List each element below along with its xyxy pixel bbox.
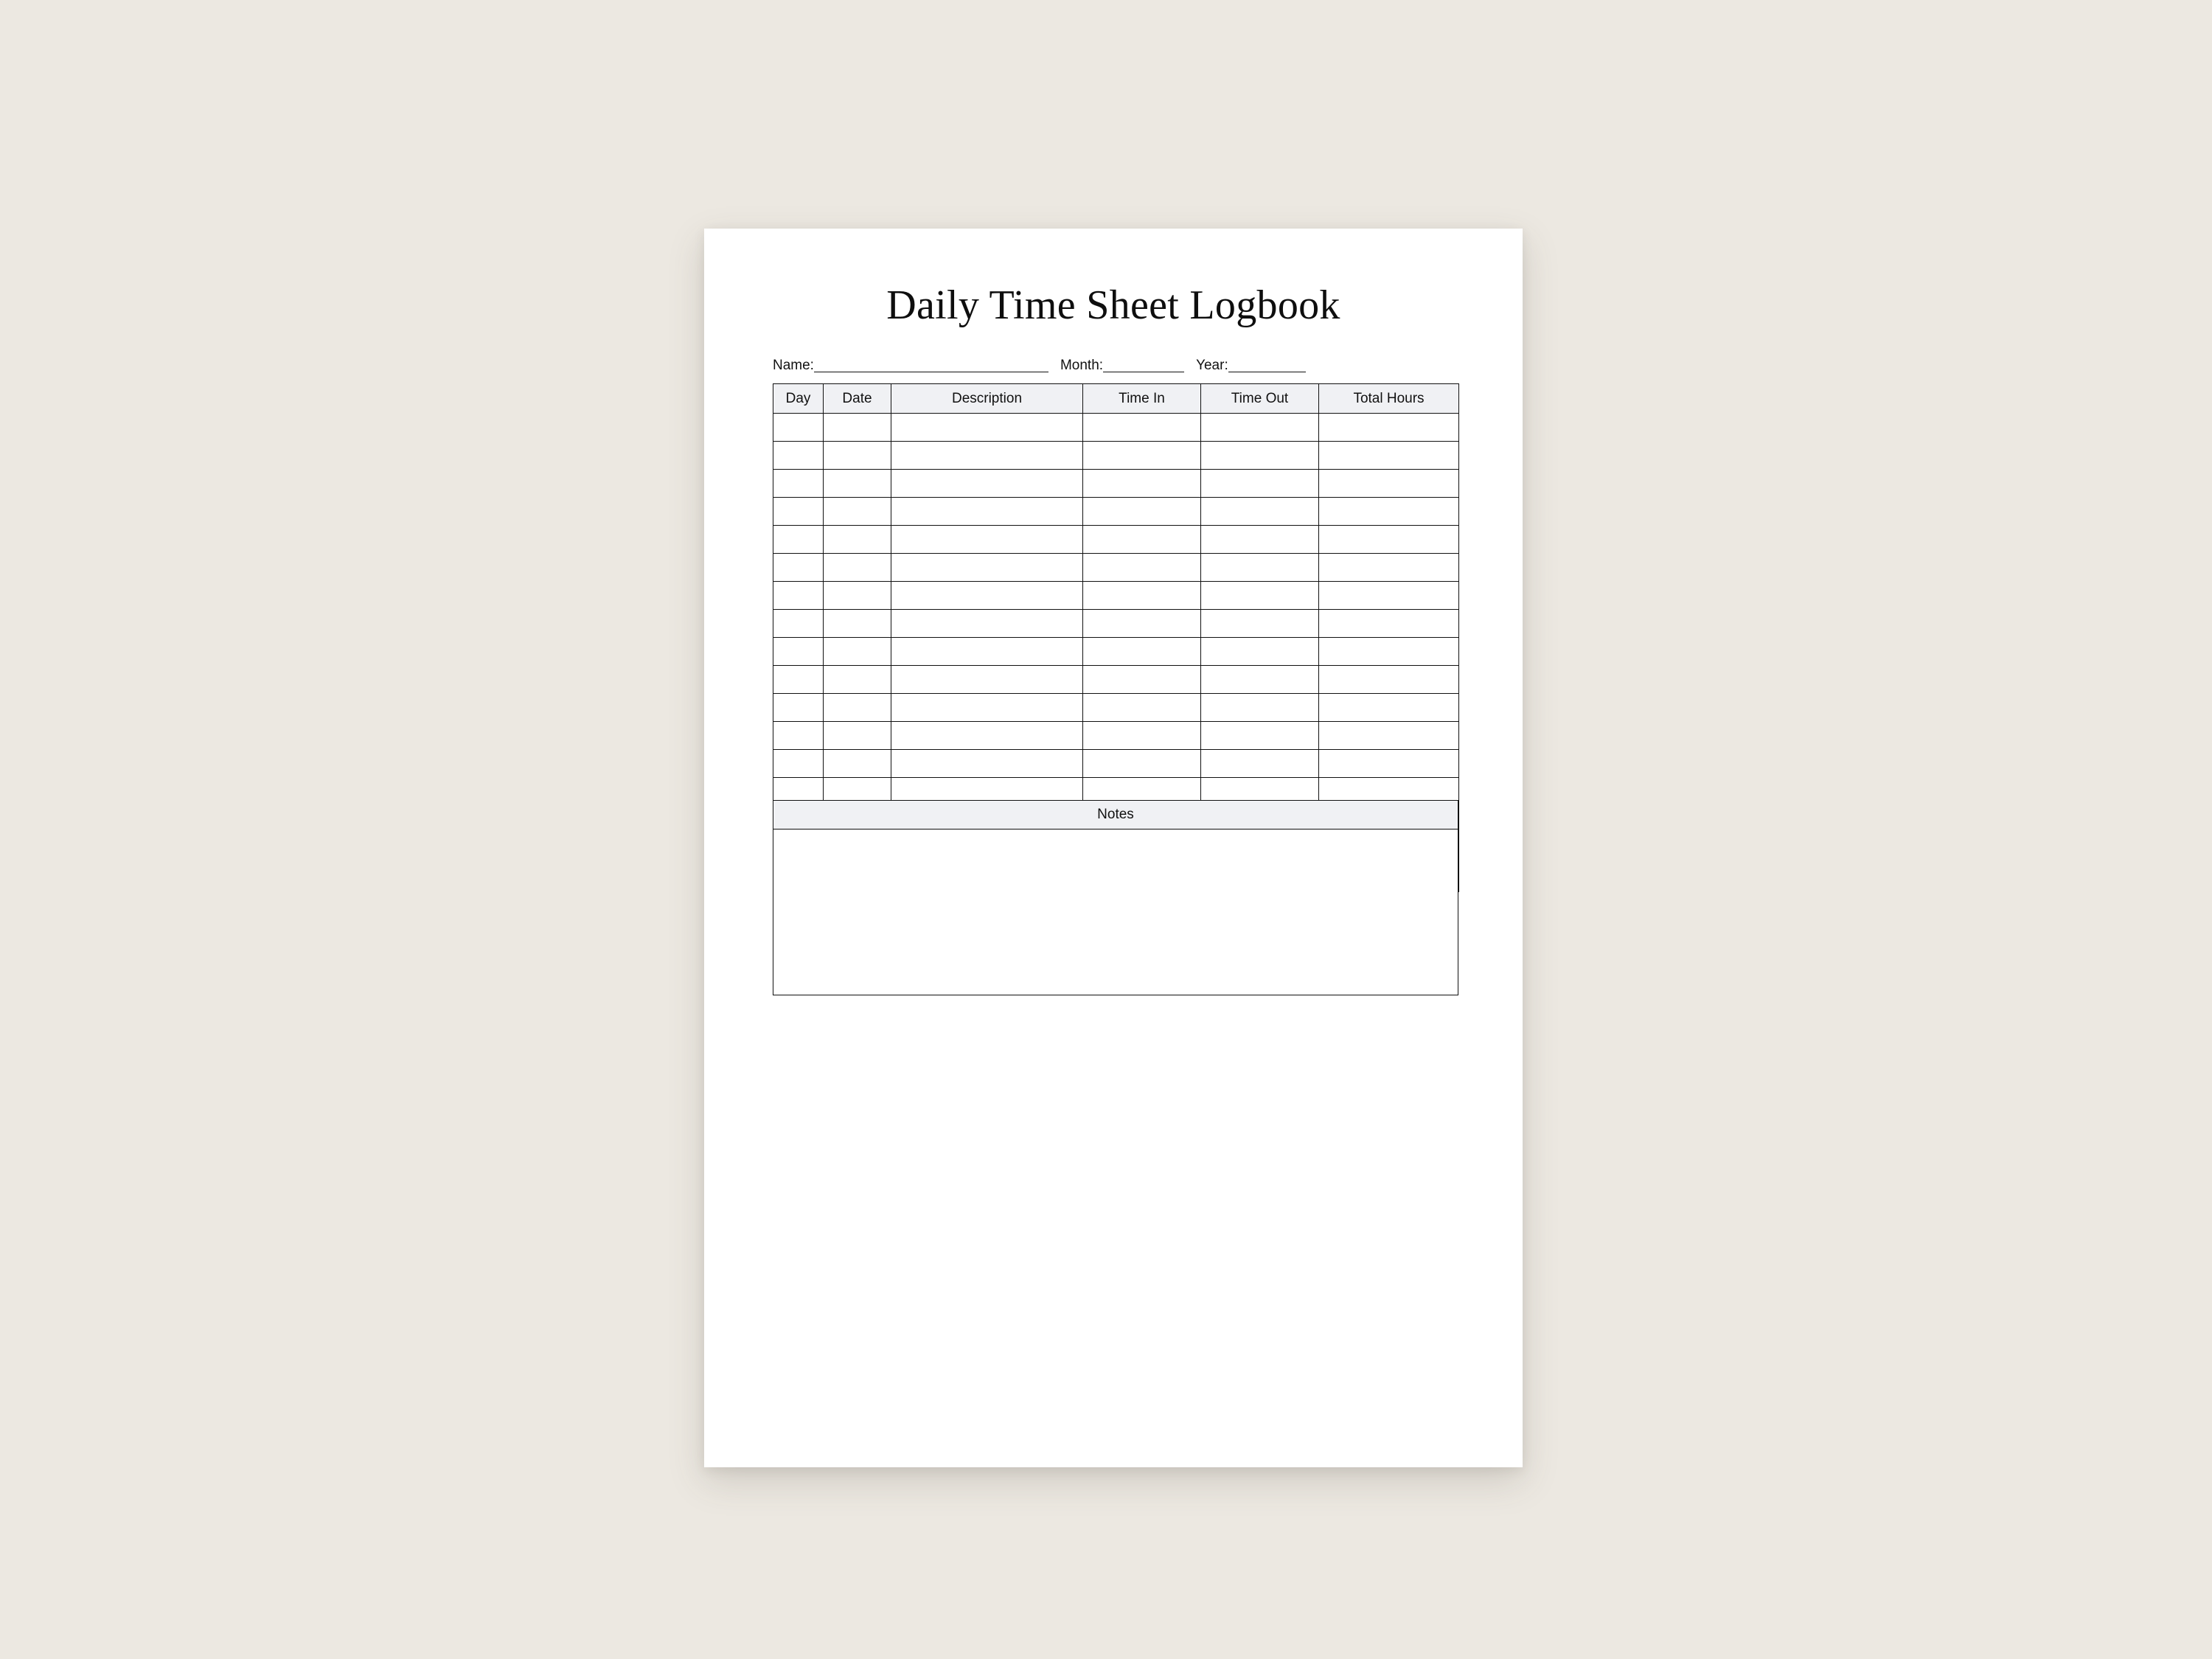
cell-total-hours[interactable]: [1319, 554, 1459, 582]
name-input[interactable]: [814, 359, 1048, 372]
page-title: Daily Time Sheet Logbook: [886, 282, 1340, 328]
cell-description[interactable]: [891, 666, 1083, 694]
cell-date[interactable]: [824, 610, 891, 638]
cell-time-in[interactable]: [1083, 694, 1201, 722]
cell-time-in[interactable]: [1083, 666, 1201, 694]
cell-time-out[interactable]: [1201, 582, 1319, 610]
cell-time-in[interactable]: [1083, 638, 1201, 666]
cell-time-out[interactable]: [1201, 554, 1319, 582]
table-row: [773, 610, 1459, 638]
cell-time-in[interactable]: [1083, 582, 1201, 610]
cell-date[interactable]: [824, 666, 891, 694]
cell-day[interactable]: [773, 722, 824, 750]
cell-day[interactable]: [773, 610, 824, 638]
cell-date[interactable]: [824, 526, 891, 554]
table-row: [773, 414, 1459, 442]
table-row: [773, 442, 1459, 470]
name-label: Name:: [773, 358, 814, 373]
cell-total-hours[interactable]: [1319, 666, 1459, 694]
cell-day[interactable]: [773, 470, 824, 498]
cell-description[interactable]: [891, 638, 1083, 666]
cell-total-hours[interactable]: [1319, 610, 1459, 638]
cell-description[interactable]: [891, 414, 1083, 442]
cell-time-in[interactable]: [1083, 526, 1201, 554]
cell-date[interactable]: [824, 498, 891, 526]
notes-section: [773, 800, 1458, 995]
cell-time-out[interactable]: [1201, 722, 1319, 750]
cell-description[interactable]: [891, 442, 1083, 470]
cell-time-out[interactable]: [1201, 414, 1319, 442]
cell-day[interactable]: [773, 498, 824, 526]
cell-day[interactable]: [773, 414, 824, 442]
cell-day[interactable]: [773, 582, 824, 610]
cell-time-in[interactable]: [1083, 750, 1201, 778]
cell-total-hours[interactable]: [1319, 694, 1459, 722]
cell-time-out[interactable]: [1201, 694, 1319, 722]
cell-total-hours[interactable]: [1319, 470, 1459, 498]
cell-total-hours[interactable]: [1319, 442, 1459, 470]
table-row: [773, 470, 1459, 498]
table-row: [773, 554, 1459, 582]
table-row: [773, 694, 1459, 722]
cell-time-out[interactable]: [1201, 470, 1319, 498]
column-header-description: Description: [891, 384, 1083, 414]
table-row: [773, 582, 1459, 610]
month-input[interactable]: [1103, 359, 1184, 372]
table-header-row: [773, 384, 1459, 414]
cell-description[interactable]: [891, 470, 1083, 498]
cell-date[interactable]: [824, 442, 891, 470]
cell-date[interactable]: [824, 554, 891, 582]
column-header-day: Day: [773, 384, 824, 414]
cell-total-hours[interactable]: [1319, 526, 1459, 554]
cell-total-hours[interactable]: [1319, 498, 1459, 526]
cell-description[interactable]: [891, 750, 1083, 778]
cell-time-in[interactable]: [1083, 722, 1201, 750]
column-header-date: Date: [824, 384, 891, 414]
table-row: [773, 638, 1459, 666]
cell-total-hours[interactable]: [1319, 638, 1459, 666]
year-input[interactable]: [1228, 359, 1306, 372]
cell-time-in[interactable]: [1083, 498, 1201, 526]
cell-day[interactable]: [773, 526, 824, 554]
cell-description[interactable]: [891, 610, 1083, 638]
cell-description[interactable]: [891, 694, 1083, 722]
table-row: [773, 526, 1459, 554]
document-page: [704, 229, 1523, 1467]
cell-time-in[interactable]: [1083, 470, 1201, 498]
cell-description[interactable]: [891, 498, 1083, 526]
cell-total-hours[interactable]: [1319, 414, 1459, 442]
table-row: [773, 498, 1459, 526]
year-label: Year:: [1196, 358, 1228, 373]
cell-day[interactable]: [773, 694, 824, 722]
cell-date[interactable]: [824, 414, 891, 442]
cell-date[interactable]: [824, 750, 891, 778]
month-label: Month:: [1060, 358, 1104, 373]
cell-description[interactable]: [891, 526, 1083, 554]
cell-day[interactable]: [773, 442, 824, 470]
cell-day[interactable]: [773, 666, 824, 694]
cell-time-in[interactable]: [1083, 554, 1201, 582]
cell-date[interactable]: [824, 470, 891, 498]
cell-total-hours[interactable]: [1319, 722, 1459, 750]
cell-total-hours[interactable]: [1319, 750, 1459, 778]
notes-header: Notes: [773, 800, 1458, 830]
cell-description[interactable]: [891, 554, 1083, 582]
cell-date[interactable]: [824, 694, 891, 722]
cell-time-out[interactable]: [1201, 498, 1319, 526]
cell-day[interactable]: [773, 750, 824, 778]
cell-date[interactable]: [824, 582, 891, 610]
cell-time-in[interactable]: [1083, 414, 1201, 442]
column-header-time-out: Time Out: [1201, 384, 1319, 414]
column-header-total-hours: Total Hours: [1319, 384, 1459, 414]
cell-day[interactable]: [773, 638, 824, 666]
cell-total-hours[interactable]: [1319, 582, 1459, 610]
cell-time-in[interactable]: [1083, 610, 1201, 638]
table-row: [773, 750, 1459, 778]
cell-time-out[interactable]: [1201, 666, 1319, 694]
column-header-time-in: Time In: [1083, 384, 1201, 414]
cell-time-out[interactable]: [1201, 526, 1319, 554]
table-row: [773, 666, 1459, 694]
cell-time-out[interactable]: [1201, 750, 1319, 778]
cell-time-out[interactable]: [1201, 610, 1319, 638]
cell-day[interactable]: [773, 554, 824, 582]
cell-date[interactable]: [824, 638, 891, 666]
cell-time-out[interactable]: [1201, 442, 1319, 470]
cell-description[interactable]: [891, 582, 1083, 610]
notes-input[interactable]: [773, 830, 1458, 995]
cell-date[interactable]: [824, 722, 891, 750]
cell-description[interactable]: [891, 722, 1083, 750]
identity-fields-row: [773, 352, 1458, 373]
cell-time-out[interactable]: [1201, 638, 1319, 666]
table-row: [773, 722, 1459, 750]
cell-time-in[interactable]: [1083, 442, 1201, 470]
